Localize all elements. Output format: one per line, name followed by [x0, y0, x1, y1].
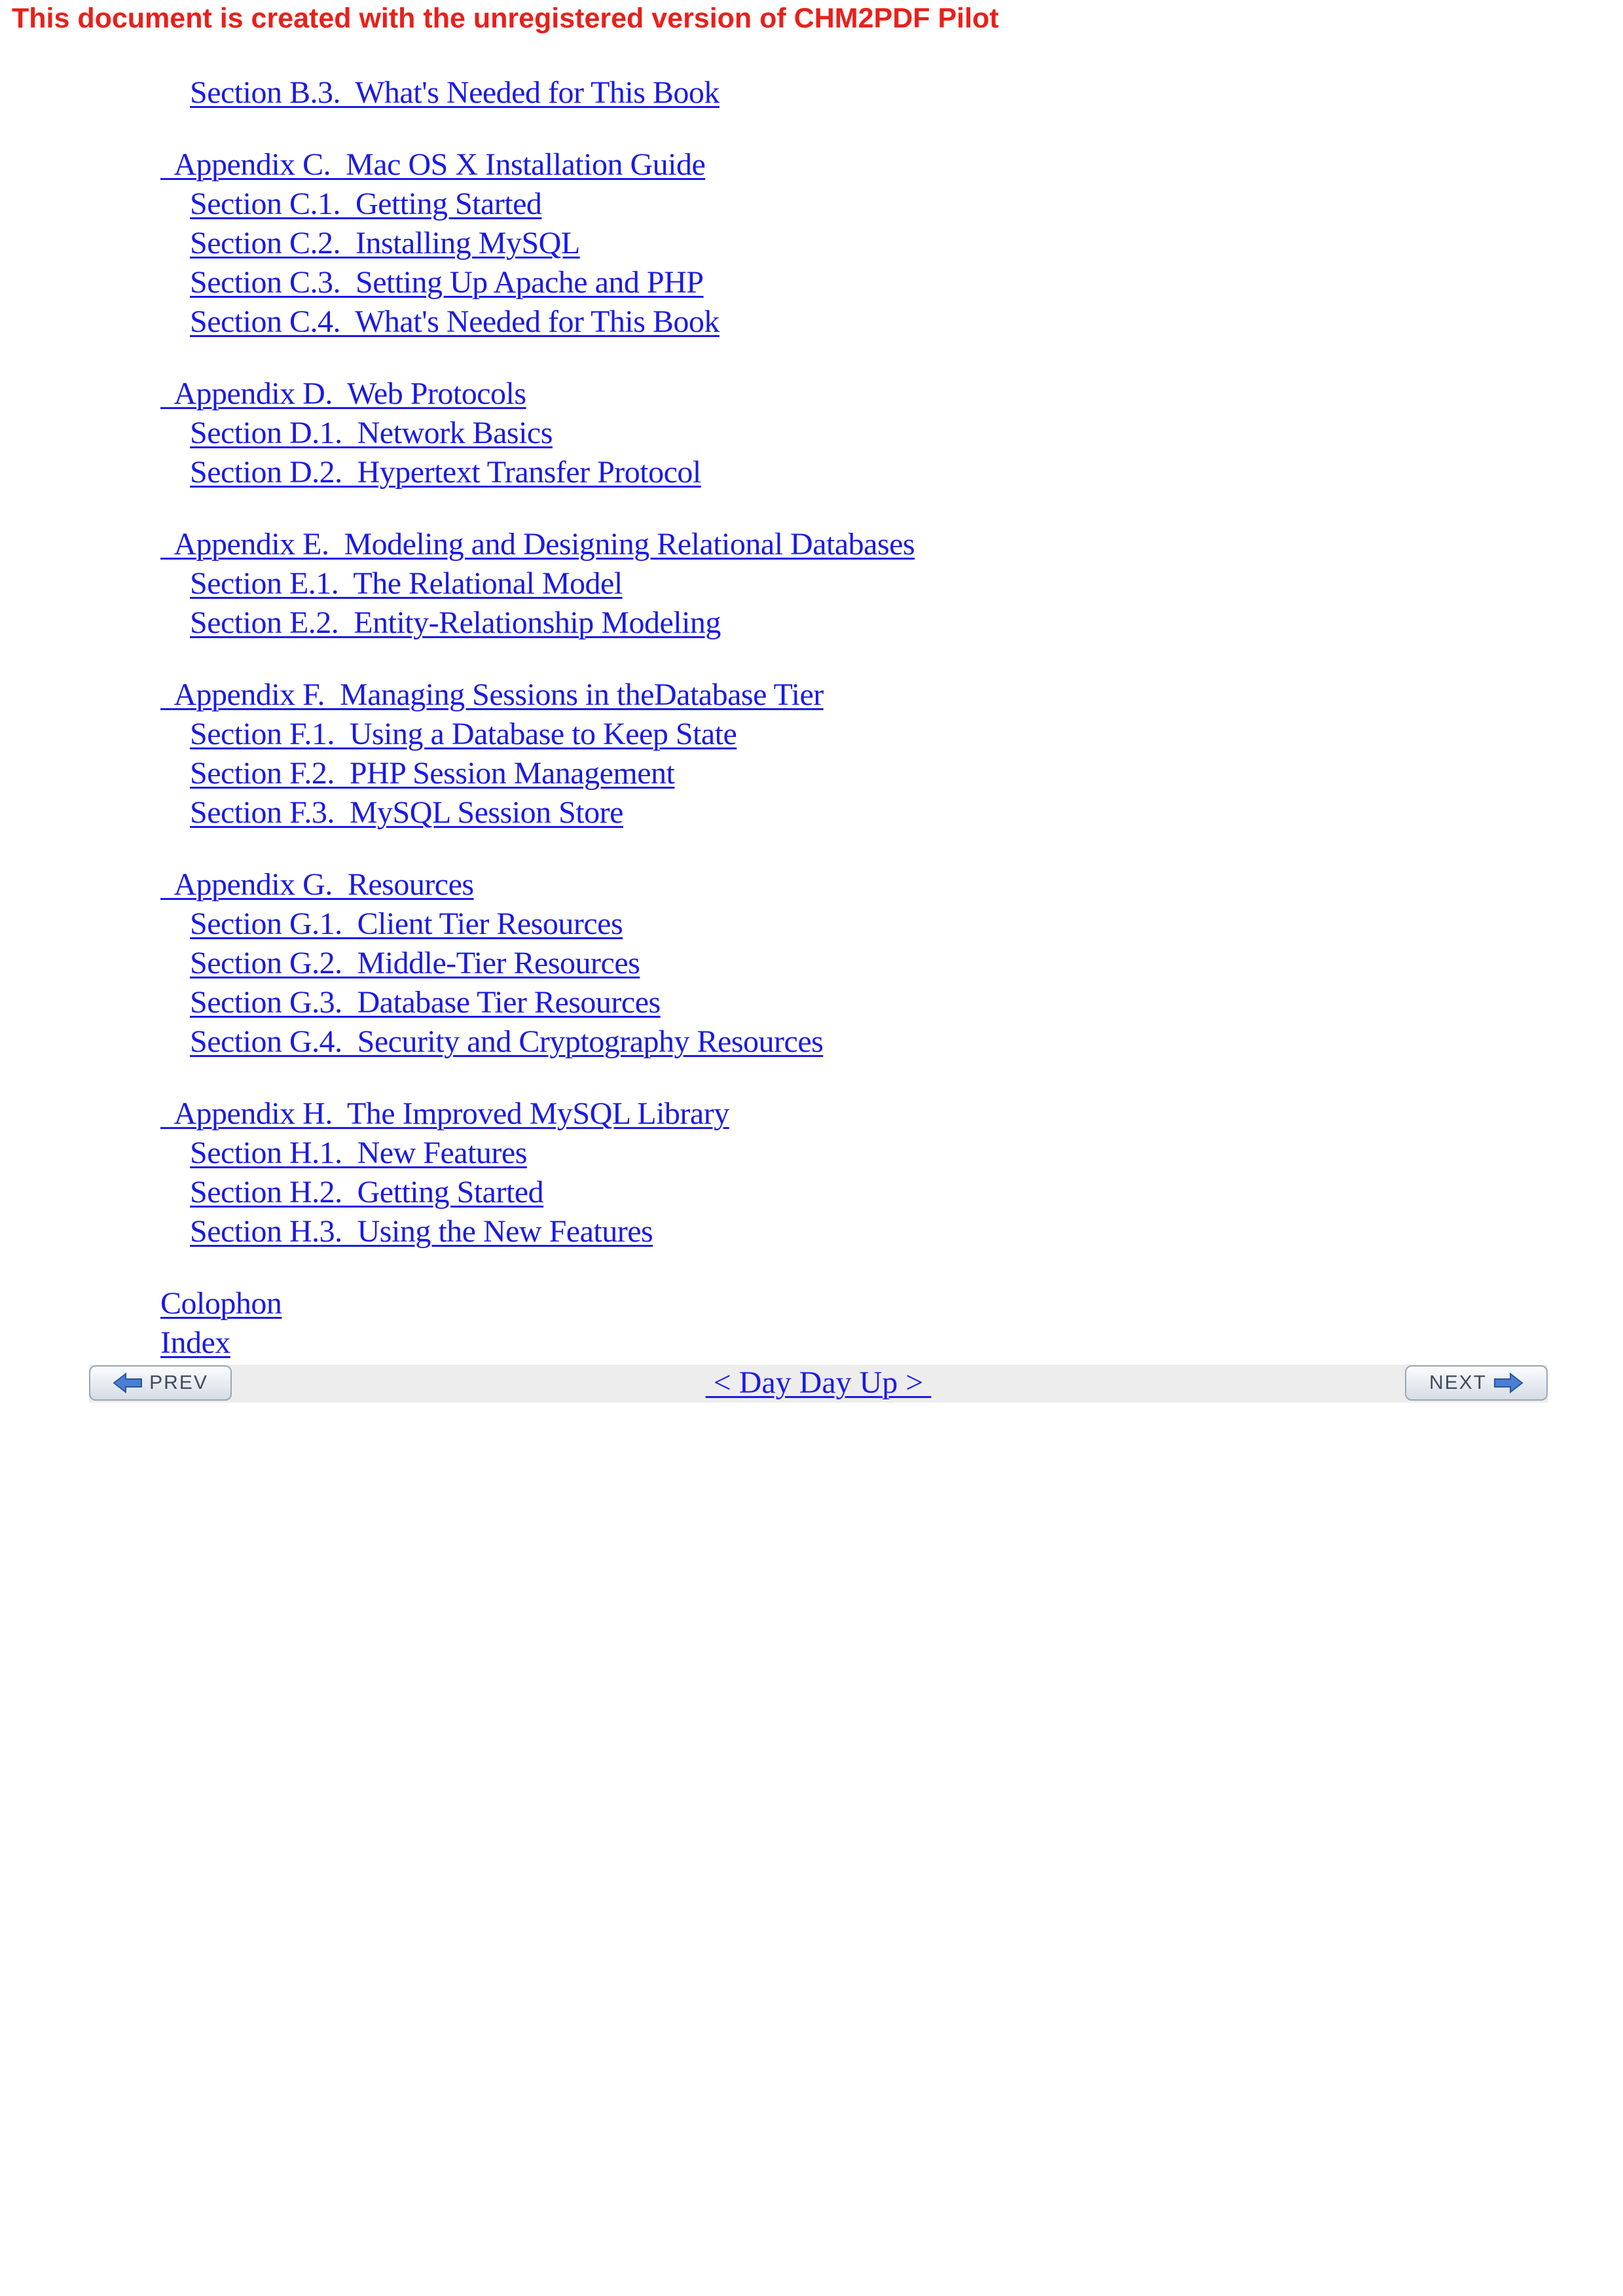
- toc-section-link[interactable]: Section F.1. Using a Database to Keep State: [190, 717, 737, 751]
- toc-section-link[interactable]: Section H.3. Using the New Features: [190, 1214, 653, 1249]
- unregistered-banner: This document is created with the unregistered version of CHM2PDF Pilot: [12, 3, 999, 34]
- toc-section-link[interactable]: Section C.4. What's Needed for This Book: [190, 304, 720, 339]
- toc-section-link[interactable]: Section B.3. What's Needed for This Book: [190, 75, 720, 110]
- arrow-right-icon: [1493, 1372, 1523, 1393]
- toc-group: [160, 374, 1339, 492]
- toc-appendix-link[interactable]: Index: [160, 1325, 230, 1360]
- toc-section-link[interactable]: Section C.2. Installing MySQL: [190, 226, 580, 260]
- toc-appendix-link[interactable]: Appendix G. Resources: [160, 867, 474, 902]
- next-button[interactable]: [1405, 1365, 1548, 1401]
- toc-group: [160, 73, 1339, 113]
- toc-appendix-link[interactable]: Appendix H. The Improved MySQL Library: [160, 1096, 729, 1131]
- next-label: NEXT: [1429, 1372, 1487, 1393]
- prev-label: PREV: [149, 1372, 208, 1393]
- toc-group: [160, 1094, 1339, 1251]
- toc-section-link[interactable]: Section H.1. New Features: [190, 1136, 527, 1170]
- toc-section-link[interactable]: Section G.2. Middle-Tier Resources: [190, 946, 640, 980]
- toc-appendix-link[interactable]: Appendix E. Modeling and Designing Relational Databases: [160, 527, 915, 562]
- toc-appendix-link[interactable]: Colophon: [160, 1286, 282, 1321]
- toc-section-link[interactable]: Section D.2. Hypertext Transfer Protocol: [190, 455, 701, 490]
- toc-group: [160, 675, 1339, 833]
- toc-group: [160, 1284, 1339, 1363]
- toc-group: [160, 525, 1339, 643]
- navigation-bar: [89, 1365, 1548, 1403]
- toc-section-link[interactable]: Section C.1. Getting Started: [190, 187, 542, 221]
- toc-section-link[interactable]: Section H.2. Getting Started: [190, 1175, 544, 1210]
- toc-appendix-link[interactable]: Appendix D. Web Protocols: [160, 376, 526, 411]
- toc-section-link[interactable]: Section C.3. Setting Up Apache and PHP: [190, 265, 704, 300]
- toc-group: [160, 145, 1339, 342]
- toc-section-link[interactable]: Section E.1. The Relational Model: [190, 566, 623, 601]
- table-of-contents: [160, 73, 1339, 1363]
- toc-section-link[interactable]: Section E.2. Entity-Relationship Modeling: [190, 605, 721, 640]
- day-day-up-link[interactable]: < Day Day Up >: [705, 1365, 932, 1400]
- toc-section-link[interactable]: Section D.1. Network Basics: [190, 416, 553, 450]
- toc-appendix-link[interactable]: Appendix C. Mac OS X Installation Guide: [160, 147, 706, 182]
- toc-section-link[interactable]: Section G.4. Security and Cryptography Resources: [190, 1024, 824, 1059]
- toc-section-link[interactable]: Section G.3. Database Tier Resources: [190, 985, 661, 1020]
- toc-section-link[interactable]: Section G.1. Client Tier Resources: [190, 906, 623, 941]
- toc-section-link[interactable]: Section F.3. MySQL Session Store: [190, 795, 623, 830]
- toc-section-link[interactable]: Section F.2. PHP Session Management: [190, 756, 675, 791]
- toc-group: [160, 865, 1339, 1062]
- toc-appendix-link[interactable]: Appendix F. Managing Sessions in theDatabase Tier: [160, 677, 824, 712]
